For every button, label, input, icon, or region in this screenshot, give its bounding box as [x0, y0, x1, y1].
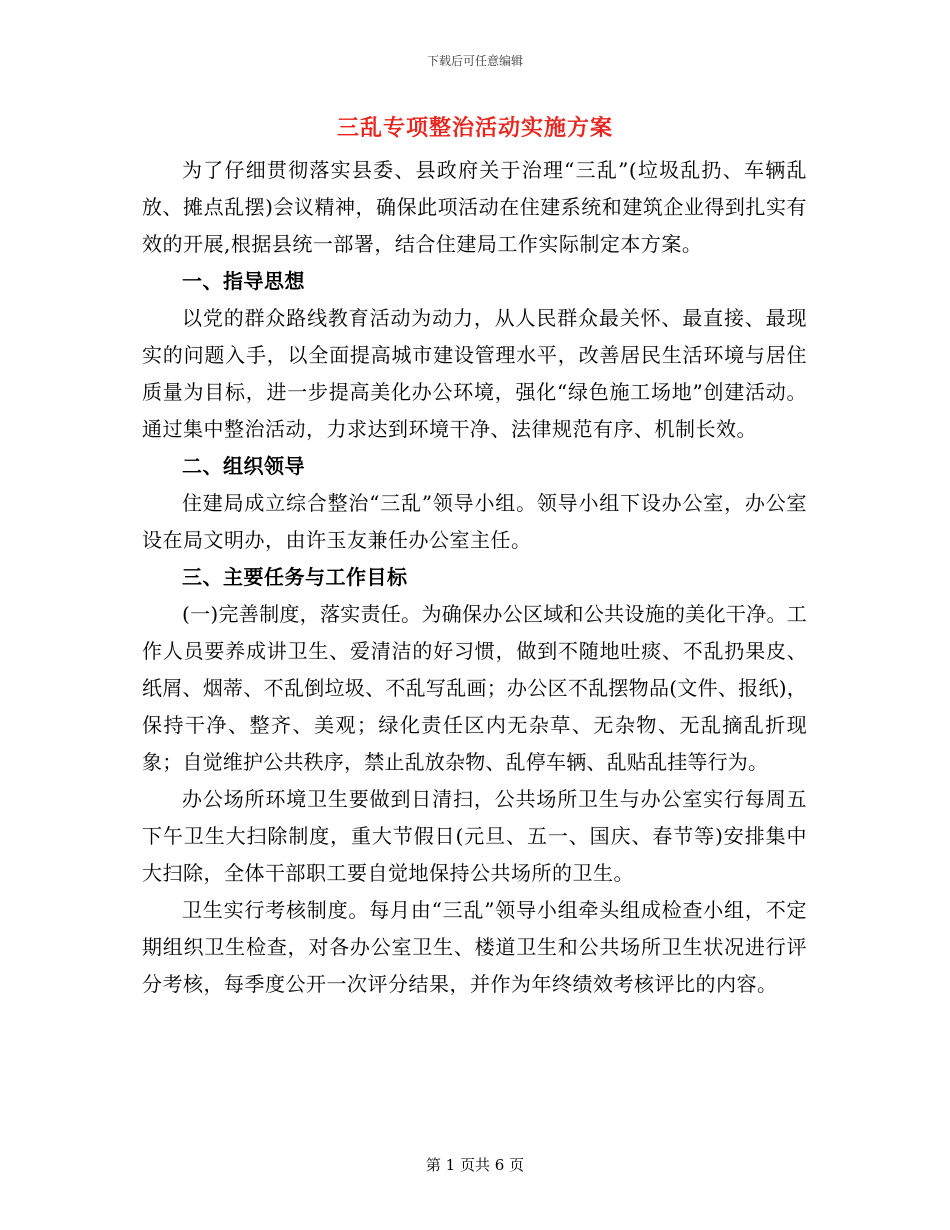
page-indicator: 第 1 页共 6 页	[425, 1156, 525, 1174]
section-heading-organization: 二、组织领导	[182, 454, 305, 478]
tasks-paragraph-1: (一)完善制度，落实责任。为确保办公区域和公共设施的美化干净。工作人员要养成讲卫生、爱清洁的好习惯，做到不随地吐痰、不乱扔果皮、纸屑、烟蒂、不乱倒垃圾、不乱写乱画；办公区不乱摆物品(文件、报纸)，保持干净、整齐、美观；绿化责任区内无杂草、无杂物、无乱摘乱折现象；自觉维护公共秩序，禁止乱放杂物、乱停车辆、乱贴乱挂等行为。	[142, 602, 807, 774]
section-heading-guiding-ideology: 一、指导思想	[182, 269, 305, 293]
tasks-paragraph-3: 卫生实行考核制度。每月由“三乱”领导小组牵头组成检查小组，不定期组织卫生检查，对各办公室卫生、楼道卫生和公共场所卫生状况进行评分考核，每季度公开一次评分结果，并作为年终绩效考核评比的内容。	[142, 898, 807, 996]
document-title: 三乱专项整治活动实施方案	[336, 115, 613, 141]
page-header-note: 下载后可任意编辑	[426, 54, 523, 68]
intro-paragraph: 为了仔细贯彻落实县委、县政府关于治理“三乱”(垃圾乱扔、车辆乱放、摊点乱摆)会议精神，确保此项活动在住建系统和建筑企业得到扎实有效的开展,根据县统一部署，结合住建局工作实际制定本方案。	[142, 158, 807, 256]
document-body	[142, 152, 807, 1003]
section-heading-tasks-goals: 三、主要任务与工作目标	[182, 565, 408, 589]
guiding-ideology-paragraph: 以党的群众路线教育活动为动力，从人民群众最关怀、最直接、最现实的问题入手，以全面提高城市建设管理水平，改善居民生活环境与居住质量为目标，进一步提高美化办公环境，强化“绿色施工场地”创建活动。通过集中整治活动，力求达到环境干净、法律规范有序、机制长效。	[142, 306, 807, 441]
organization-paragraph: 住建局成立综合整治“三乱”领导小组。领导小组下设办公室，办公室设在局文明办，由许玉友兼任办公室主任。	[142, 491, 807, 552]
tasks-paragraph-2: 办公场所环境卫生要做到日清扫，公共场所卫生与办公室实行每周五下午卫生大扫除制度，重大节假日(元旦、五一、国庆、春节等)安排集中大扫除，全体干部职工要自觉地保持公共场所的卫生。	[142, 787, 807, 885]
